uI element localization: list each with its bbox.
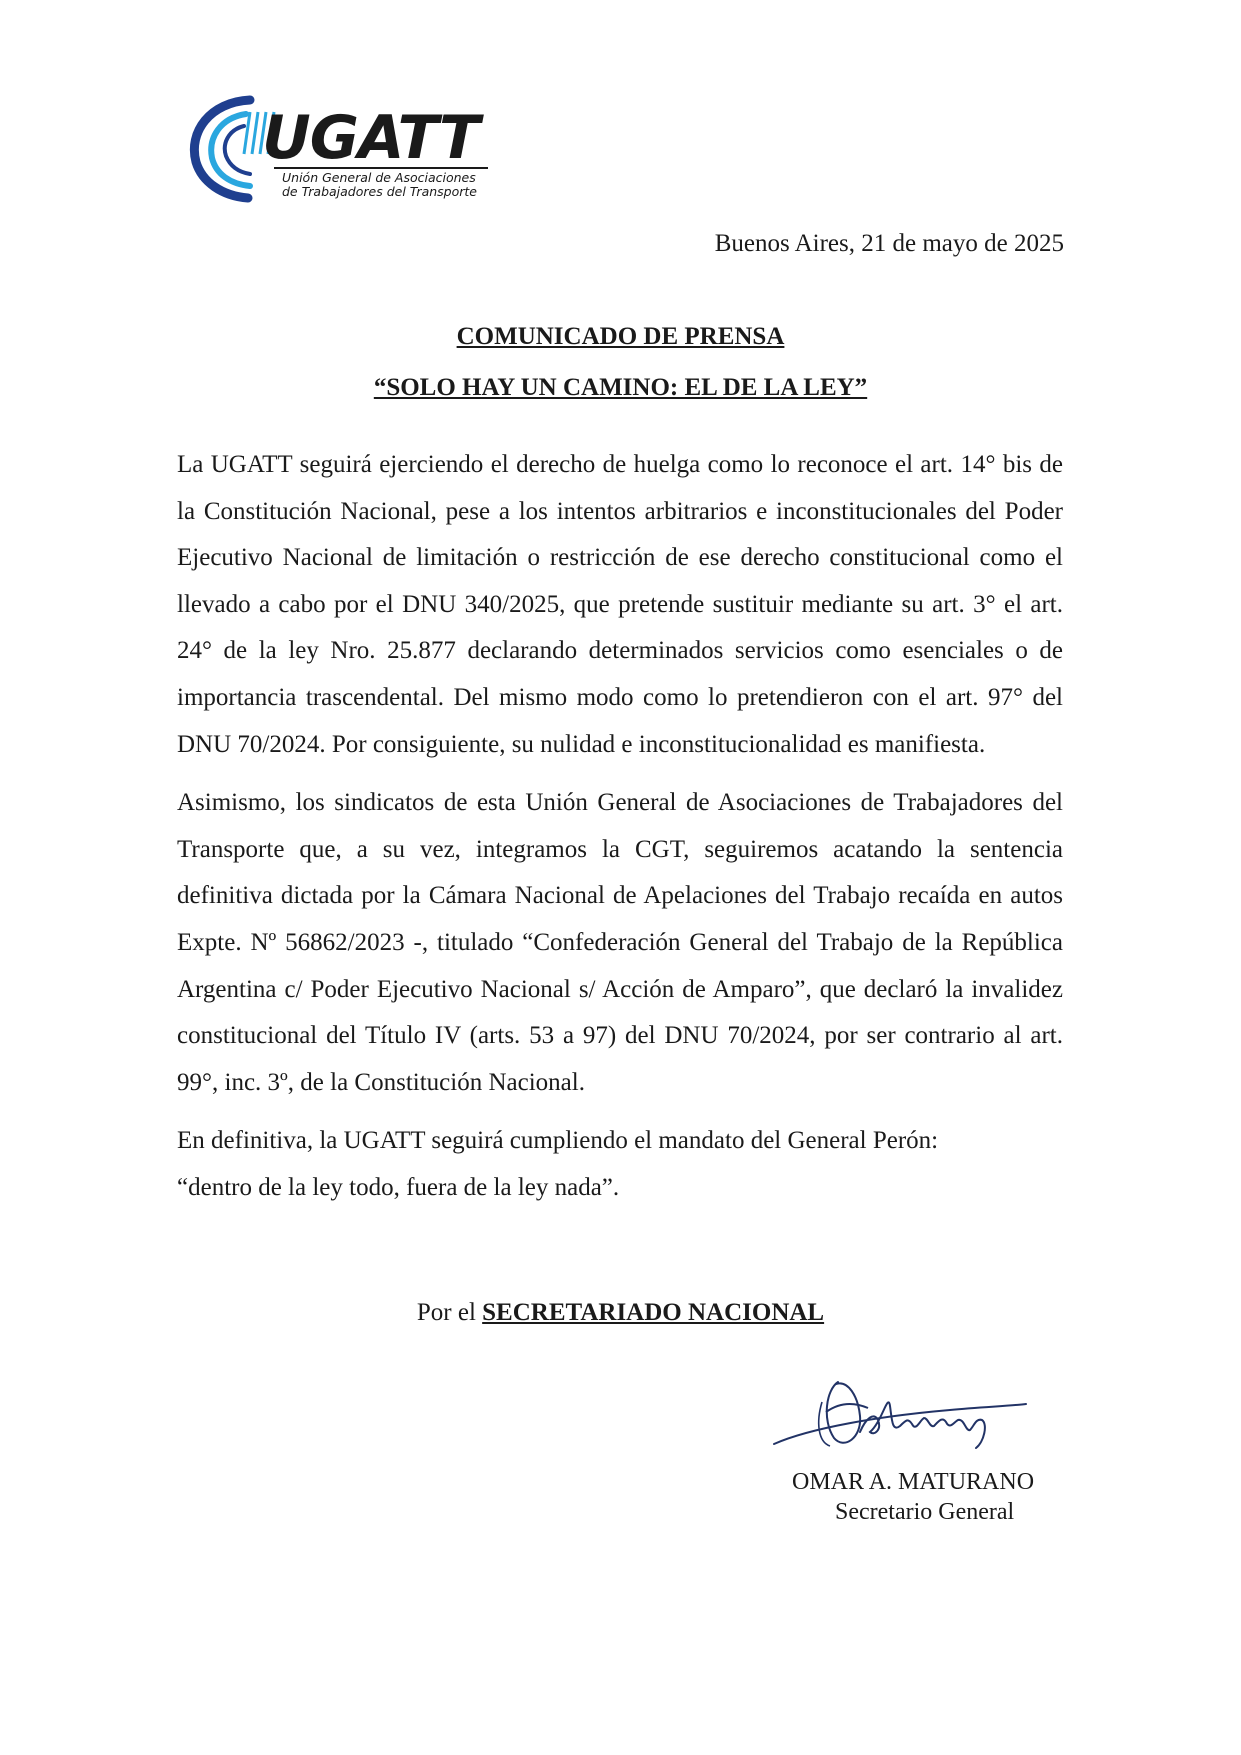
handwritten-signature [770, 1362, 1030, 1462]
document-date: Buenos Aires, 21 de mayo de 2025 [714, 230, 1064, 257]
signer-role: Secretario General [835, 1499, 1015, 1525]
ugatt-logo [188, 92, 548, 204]
ugatt-logo-graphic [188, 92, 548, 204]
signatory-line [0, 1295, 1241, 1331]
document-body [177, 442, 1063, 1224]
document-subtitle: “SOLO HAY UN CAMINO: EL DE LA LEY” [373, 374, 868, 401]
logo-line1: Unión General de Asociaciones [282, 170, 476, 185]
paragraph-2: Asimismo, los sindicatos de esta Unión General de Asociaciones de Trabajadores del Transporte que, a su vez, integramos la CGT, seguiremos acatando la sentencia definitiva dictada por la Cámara Nacional de Apelaciones del Trabajo recaída en autos Expte. Nº 56862/2023 -, titulado “Confederación General del Trabajo de la República Argentina c/ Poder Ejecutivo Nacional s/ Acción de Amparo”, que declaró la invalidez constitucional del Título IV (arts. 53 a 97) del DNU 70/2024, por ser contrario al art. 99°, inc. 3º, de la Constitución Nacional. [177, 789, 1063, 1096]
signer-name: OMAR A. MATURANO [792, 1469, 1035, 1495]
signature-graphic [770, 1362, 1030, 1462]
closing-line-1: En definitiva, la UGATT seguirá cumpliendo el mandato del General Perón: [177, 1127, 939, 1155]
logo-brand: UGATT [262, 103, 479, 173]
closing-quote: “dentro de la ley todo, fuera de la ley nada”. [177, 1173, 620, 1201]
document-title: COMUNICADO DE PRENSA [456, 323, 785, 350]
for-prefix: Por el [416, 1299, 476, 1326]
logo-line2: de Trabajadores del Transporte [282, 184, 477, 199]
signatory-org: SECRETARIADO NACIONAL [482, 1299, 825, 1326]
closing-paragraph [177, 1118, 1063, 1211]
paragraph-1: La UGATT seguirá ejerciendo el derecho de huelga como lo reconoce el art. 14° bis de la Constitución Nacional, pese a los intentos arbitrarios e inconstitucionales del Poder Ejecutivo Nacional de limitación o restricción de ese derecho constitucional como el llevado a cabo por el DNU 340/2025, que pretende sustituir mediante su art. 3° el art. 24° de la ley Nro. 25.877 declarando determinados servicios como esenciales o de importancia trascendental. Del mismo modo como lo pretendieron con el art. 97° del DNU 70/2024. Por consiguiente, su nulidad e inconstitucionalidad es manifiesta. [177, 451, 1063, 758]
